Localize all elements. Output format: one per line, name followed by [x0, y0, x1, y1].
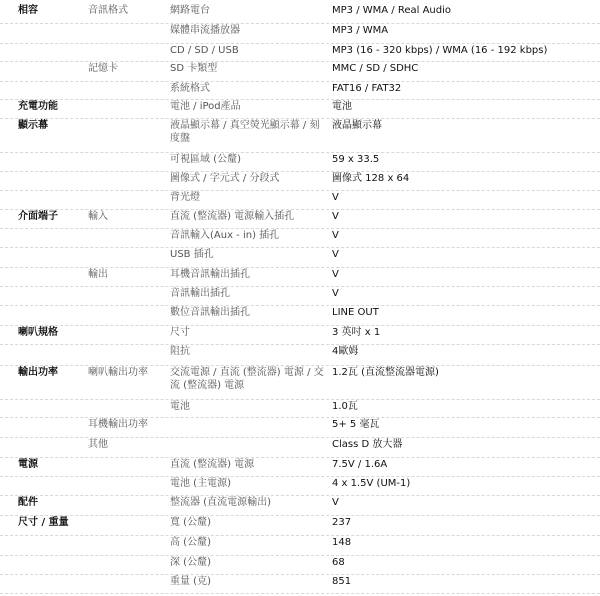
spec-value: 5+ 5 毫瓦: [332, 419, 380, 430]
spec-value: V: [332, 211, 339, 222]
spec-item: 背光燈: [170, 192, 200, 203]
spec-row: [0, 556, 600, 575]
spec-category: 電源: [18, 459, 38, 470]
spec-row: [0, 100, 600, 119]
spec-row: [0, 366, 600, 400]
spec-value: 851: [332, 576, 352, 587]
spec-value: V: [332, 249, 339, 260]
spec-item: 數位音訊輸出插孔: [170, 307, 250, 318]
spec-row: [0, 536, 600, 556]
spec-category: 顯示幕: [18, 120, 48, 131]
spec-row: [0, 4, 600, 24]
spec-category: 充電功能: [18, 101, 58, 112]
spec-value: 237: [332, 517, 352, 528]
spec-item: 音訊輸出插孔: [170, 288, 230, 299]
spec-value: 3 英吋 x 1: [332, 327, 381, 338]
spec-value: LINE OUT: [332, 307, 379, 318]
spec-item: 高 (公釐): [170, 537, 211, 548]
spec-value: V: [332, 192, 339, 203]
spec-row: [0, 268, 600, 287]
spec-value: V: [332, 230, 339, 241]
spec-row: [0, 191, 600, 210]
spec-row: [0, 172, 600, 191]
spec-value: FAT16 / FAT32: [332, 83, 402, 94]
spec-item: 尺寸: [170, 327, 190, 338]
spec-subcategory: 喇叭輸出功率: [88, 367, 148, 378]
spec-item: 圖像式 / 字元式 / 分段式: [170, 173, 280, 184]
spec-row: [0, 153, 600, 172]
spec-row: [0, 438, 600, 458]
spec-value: MP3 / WMA / Real Audio: [332, 5, 451, 16]
spec-value: MP3 / WMA: [332, 25, 389, 36]
spec-row: [0, 306, 600, 326]
spec-value: MP3 (16 - 320 kbps) / WMA (16 - 192 kbps): [332, 45, 548, 56]
spec-row: [0, 418, 600, 438]
spec-value: 1.2瓦 (直流整流器電源): [332, 367, 439, 378]
spec-item: 重量 (克): [170, 576, 211, 587]
spec-row: [0, 477, 600, 496]
spec-value: 1.0瓦: [332, 401, 358, 412]
spec-value: 4 x 1.5V (UM-1): [332, 478, 411, 489]
spec-subcategory: 其他: [88, 439, 108, 450]
spec-item: USB 插孔: [170, 249, 214, 260]
spec-item: 耳機音訊輸出插孔: [170, 269, 250, 280]
spec-row: [0, 496, 600, 516]
spec-value: V: [332, 497, 339, 508]
spec-category: 相容: [18, 5, 38, 16]
spec-item: 電池 (主電源): [170, 478, 231, 489]
spec-row: [0, 82, 600, 100]
spec-item: 深 (公釐): [170, 557, 211, 568]
spec-item: 液晶顯示幕 / 真空熒光顯示幕 / 刻度盤: [170, 120, 320, 144]
spec-value: V: [332, 269, 339, 280]
spec-subcategory: 輸入: [88, 211, 108, 222]
spec-value: 59 x 33.5: [332, 154, 380, 165]
spec-item: CD / SD / USB: [170, 45, 239, 56]
spec-row: [0, 62, 600, 82]
spec-row: [0, 24, 600, 44]
spec-value: Class D 放大器: [332, 439, 403, 450]
spec-item: 整流器 (直流電源輸出): [170, 497, 271, 508]
spec-value: 7.5V / 1.6A: [332, 459, 388, 470]
spec-row: [0, 345, 600, 366]
spec-category: 介面端子: [18, 211, 58, 222]
spec-subcategory: 音訊格式: [88, 5, 128, 16]
spec-value: V: [332, 288, 339, 299]
spec-value: 電池: [332, 101, 352, 112]
spec-category: 喇叭規格: [18, 327, 58, 338]
spec-row: [0, 516, 600, 536]
spec-row: [0, 458, 600, 477]
spec-value: 液晶顯示幕: [332, 120, 382, 131]
spec-item: 直流 (整流器) 電源輸入插孔: [170, 211, 295, 222]
spec-item: 系統格式: [170, 83, 210, 94]
spec-row: [0, 229, 600, 248]
spec-row: [0, 326, 600, 345]
spec-item: 電池: [170, 401, 190, 412]
spec-category: 尺寸 / 重量: [18, 517, 69, 528]
spec-item: 可視區域 (公釐): [170, 154, 241, 165]
spec-value: 4歐姆: [332, 346, 359, 357]
spec-category: 輸出功率: [18, 367, 58, 378]
spec-row: [0, 575, 600, 594]
spec-value: 圖像式 128 x 64: [332, 173, 410, 184]
spec-row: [0, 287, 600, 306]
spec-item: 網路電台: [170, 5, 210, 16]
spec-item: 電池 / iPod產品: [170, 101, 241, 112]
spec-value: 148: [332, 537, 352, 548]
spec-item: 阻抗: [170, 346, 190, 357]
spec-row: [0, 210, 600, 229]
spec-row: [0, 44, 600, 62]
spec-item: 媒體串流播放器: [170, 25, 240, 36]
spec-subcategory: 記憶卡: [88, 63, 118, 74]
spec-row: [0, 400, 600, 418]
spec-item: SD 卡類型: [170, 63, 218, 74]
spec-value: MMC / SD / SDHC: [332, 63, 419, 74]
spec-item: 直流 (整流器) 電源: [170, 459, 255, 470]
spec-subcategory: 耳機輸出功率: [88, 419, 148, 430]
spec-item: 交流電源 / 直流 (整流器) 電源 / 交流 (整流器) 電源: [170, 367, 324, 391]
spec-row: [0, 119, 600, 153]
spec-category: 配件: [18, 497, 38, 508]
spec-subcategory: 輸出: [88, 269, 108, 280]
spec-row: [0, 248, 600, 268]
spec-value: 68: [332, 557, 345, 568]
spec-item: 寬 (公釐): [170, 517, 211, 528]
spec-item: 音訊輸入(Aux - in) 插孔: [170, 230, 280, 241]
